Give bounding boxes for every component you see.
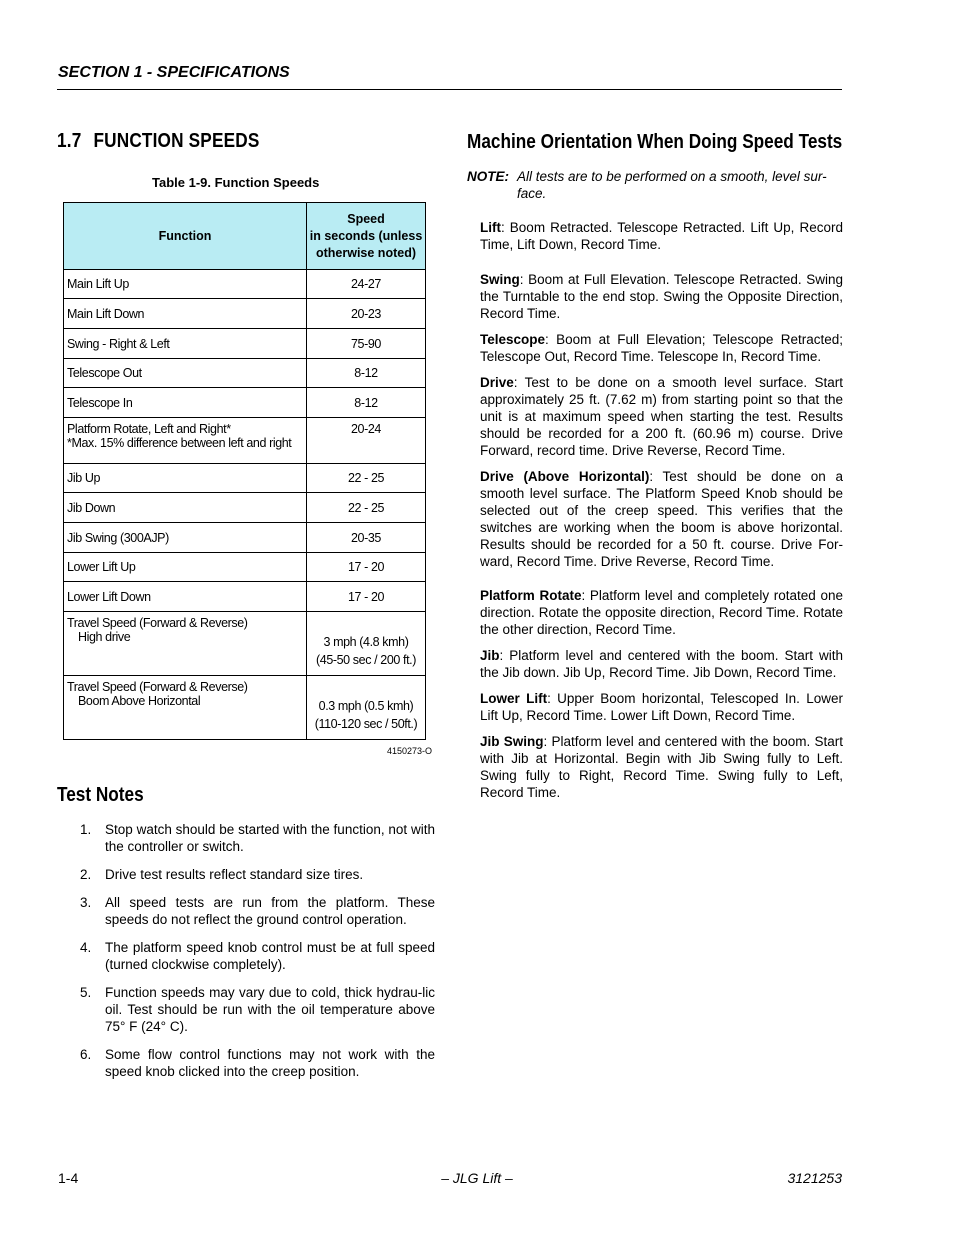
table-row xyxy=(64,270,426,299)
speed-value: 17 - 20 xyxy=(347,589,385,604)
function-cell xyxy=(64,676,307,740)
test-procedure-paragraph xyxy=(480,587,843,638)
function-cell xyxy=(64,464,307,493)
speed-cell xyxy=(307,270,426,299)
note-text: Stop watch should be started with the function, not with the controller or switch. xyxy=(105,822,435,854)
column-header-speed xyxy=(307,203,426,270)
procedure-text: : Boom Retracted. Telescope Retracted. Lift Up, Record Time, Lift Down, Record Time. xyxy=(480,220,843,252)
speed-cell xyxy=(307,329,426,359)
test-procedures xyxy=(467,219,843,801)
footer-doc-number: 3121253 xyxy=(787,1170,842,1186)
speed-cell xyxy=(307,388,426,418)
note-text: All tests are to be performed on a smooth, level sur-face. xyxy=(517,169,827,201)
note-text: Function speeds may vary due to cold, thick hydrau-lic oil. Test should be run with the oil temperature above 75° F (24° C). xyxy=(105,985,435,1034)
footer-page-number: 1-4 xyxy=(58,1170,79,1186)
procedure-term: Drive (Above Horizontal) xyxy=(480,469,650,484)
list-item xyxy=(57,939,435,973)
function-name: Telescope Out xyxy=(67,366,142,380)
procedure-text: : Platform level and centered with the boom. Start with Jib at Horizontal. Begin with Jib Swing fully to Left. Swing fully to Right, Record Time. Swing fully to Left, Record Time. xyxy=(480,734,843,800)
function-name: Jib Swing (300AJP) xyxy=(67,530,169,545)
test-procedure-paragraph xyxy=(480,374,843,459)
column-header-function: Function xyxy=(64,203,307,270)
left-column xyxy=(57,130,435,1091)
function-name: Swing - Right & Left xyxy=(67,336,170,351)
section-heading-number: 1.7 xyxy=(57,130,82,152)
right-column xyxy=(467,130,843,801)
procedure-text: : Platform level and completely rotated one direction. Rotate the opposite direction, Record Time. Rotate the other direction, Record Time. xyxy=(480,588,844,637)
function-cell xyxy=(64,329,307,359)
function-cell xyxy=(64,359,307,388)
column-header-speed-line3: otherwise noted) xyxy=(315,245,416,260)
function-cell xyxy=(64,418,307,464)
procedure-term: Lift xyxy=(480,220,501,235)
function-cell xyxy=(64,582,307,612)
speed-cell xyxy=(307,582,426,612)
function-name: Telescope In xyxy=(67,395,133,410)
test-procedure-paragraph xyxy=(480,331,843,365)
table-caption: Table 1-9. Function Speeds xyxy=(152,175,320,190)
function-name: Main Lift Up xyxy=(67,277,129,291)
test-procedure-paragraph xyxy=(480,271,843,322)
table-row xyxy=(64,612,426,676)
column-header-speed-line1: Speed xyxy=(347,211,385,226)
table-row xyxy=(64,676,426,740)
speed-value: 8-12 xyxy=(354,366,378,380)
function-cell xyxy=(64,270,307,299)
test-procedure-paragraph xyxy=(480,690,843,724)
note-number: 2. xyxy=(80,867,92,882)
list-item xyxy=(57,894,435,928)
speed-value: 24-27 xyxy=(351,277,381,291)
list-item xyxy=(57,984,435,1035)
procedure-term: Platform Rotate xyxy=(480,588,582,603)
procedure-term: Telescope xyxy=(480,332,546,347)
function-name: Travel Speed (Forward & Reverse) xyxy=(67,616,248,630)
table-row xyxy=(64,553,426,582)
speed-cell xyxy=(307,553,426,582)
test-procedure-paragraph xyxy=(480,733,843,801)
function-name: Lower Lift Up xyxy=(67,560,136,574)
speed-value: 0.3 mph (0.5 kmh) xyxy=(318,699,414,713)
list-item xyxy=(57,1046,435,1080)
section-header-title: SECTION 1 - SPECIFICATIONS xyxy=(58,64,290,81)
speed-value: 17 - 20 xyxy=(347,560,385,574)
function-name: Jib Up xyxy=(67,471,101,485)
function-speeds-table xyxy=(63,202,426,740)
speed-value: 20-35 xyxy=(351,530,381,545)
speed-value: 20-24 xyxy=(351,422,381,436)
function-cell xyxy=(64,493,307,523)
procedure-text: : Test should be done on a smooth level surface. The Platform Speed Knob should be selected out of the creep speed. This verifies that the switches are working when the boom is above horizontal. Results should be recorded for a 50 ft. course. Drive For-ward, Record Time. Drive Reverse, Record Time. xyxy=(480,469,843,569)
figure-id: 4150273-O xyxy=(387,746,433,756)
table-row xyxy=(64,493,426,523)
table-row xyxy=(64,388,426,418)
function-cell xyxy=(64,612,307,676)
note-text: The platform speed knob control must be at full speed (turned clockwise completely). xyxy=(105,940,435,972)
speed-cell xyxy=(307,418,426,464)
speed-cell xyxy=(307,676,426,740)
test-notes-list xyxy=(57,821,435,1080)
speed-detail: (45-50 sec / 200 ft.) xyxy=(316,653,416,667)
procedure-term: Swing xyxy=(480,272,520,287)
speed-value: 75-90 xyxy=(351,336,381,351)
speed-cell xyxy=(307,612,426,676)
note-number: 4. xyxy=(80,940,92,955)
list-item xyxy=(57,821,435,855)
speed-value: 20-23 xyxy=(351,306,381,321)
header-rule xyxy=(57,89,842,90)
procedure-term: Lower Lift xyxy=(480,691,548,706)
speed-cell xyxy=(307,493,426,523)
table-row xyxy=(64,523,426,553)
table-row xyxy=(64,582,426,612)
speed-value: 3 mph (4.8 kmh) xyxy=(323,635,409,649)
procedure-text: : Test to be done on a smooth level surface. Start approximately 25 ft. (7.62 m) from starting point so that the unit is at maximum speed when starting the test. Results should be recorded for a 200 ft. (60.96 m) course. Drive Forward, record time. Drive Reverse, Record Time. xyxy=(480,375,843,458)
note-text: All speed tests are run from the platform. These speeds do not reflect the ground control operation. xyxy=(105,895,435,927)
speed-cell xyxy=(307,464,426,493)
function-name: Travel Speed (Forward & Reverse) xyxy=(67,680,248,694)
note-text: Some flow control functions may not work with the speed knob clicked into the creep position. xyxy=(105,1047,435,1079)
list-item xyxy=(57,866,435,883)
section-heading xyxy=(57,130,382,153)
speed-cell xyxy=(307,359,426,388)
procedure-term: Jib xyxy=(480,648,500,663)
test-procedure-paragraph xyxy=(480,647,843,681)
table-row xyxy=(64,359,426,388)
test-procedure-paragraph xyxy=(480,219,843,253)
speed-value: 22 - 25 xyxy=(347,500,385,515)
speed-detail: (110-120 sec / 50ft.) xyxy=(314,717,418,731)
function-cell xyxy=(64,388,307,418)
machine-orientation-heading: Machine Orientation When Doing Speed Tests xyxy=(467,131,843,153)
section-heading-text: FUNCTION SPEEDS xyxy=(93,130,260,152)
speed-cell xyxy=(307,523,426,553)
function-cell xyxy=(64,299,307,329)
note-text: Drive test results reflect standard size tires. xyxy=(105,867,364,882)
table-row xyxy=(64,464,426,493)
function-name: Jib Down xyxy=(67,500,116,515)
speed-value: 8-12 xyxy=(354,395,378,410)
speed-value: 22 - 25 xyxy=(347,471,385,485)
procedure-term: Drive xyxy=(480,375,514,390)
function-cell xyxy=(64,523,307,553)
test-notes-heading: Test Notes xyxy=(57,784,144,806)
function-subtext: Boom Above Horizontal xyxy=(78,694,201,708)
function-subtext: *Max. 15% difference between left and right xyxy=(67,436,292,450)
note-number: 1. xyxy=(80,822,92,837)
note-label: NOTE: xyxy=(467,169,509,184)
table-row xyxy=(64,299,426,329)
note-block xyxy=(467,168,843,202)
function-name: Lower Lift Down xyxy=(67,589,151,604)
table-row xyxy=(64,418,426,464)
column-header-speed-line2: in seconds (unless xyxy=(309,228,423,243)
procedure-text: : Boom at Full Elevation. Telescope Retracted. Swing the Turntable to the end stop. Swing the Opposite Direction, Record Time. xyxy=(480,272,843,321)
function-cell xyxy=(64,553,307,582)
footer-brand: – JLG Lift – xyxy=(441,1170,513,1186)
note-number: 6. xyxy=(80,1047,92,1062)
speed-cell xyxy=(307,299,426,329)
note-number: 3. xyxy=(80,895,92,910)
table-row xyxy=(64,329,426,359)
note-number: 5. xyxy=(80,985,92,1000)
function-name: Platform Rotate, Left and Right* xyxy=(67,422,231,436)
procedure-text: : Boom at Full Elevation; Telescope Retracted; Telescope Out, Record Time. Telescope In, Record Time. xyxy=(480,332,843,364)
procedure-text: : Upper Boom horizontal, Telescoped In. Lower Lift Up, Record Time. Lower Lift Down, Record Time. xyxy=(480,691,843,723)
function-subtext: High drive xyxy=(78,630,131,644)
function-name: Main Lift Down xyxy=(67,306,145,321)
test-procedure-paragraph xyxy=(480,468,843,570)
procedure-text: : Platform level and centered with the boom. Start with the Jib down. Jib Up, Record Time. Jib Down, Record Time. xyxy=(480,648,843,680)
procedure-term: Jib Swing xyxy=(480,734,544,749)
